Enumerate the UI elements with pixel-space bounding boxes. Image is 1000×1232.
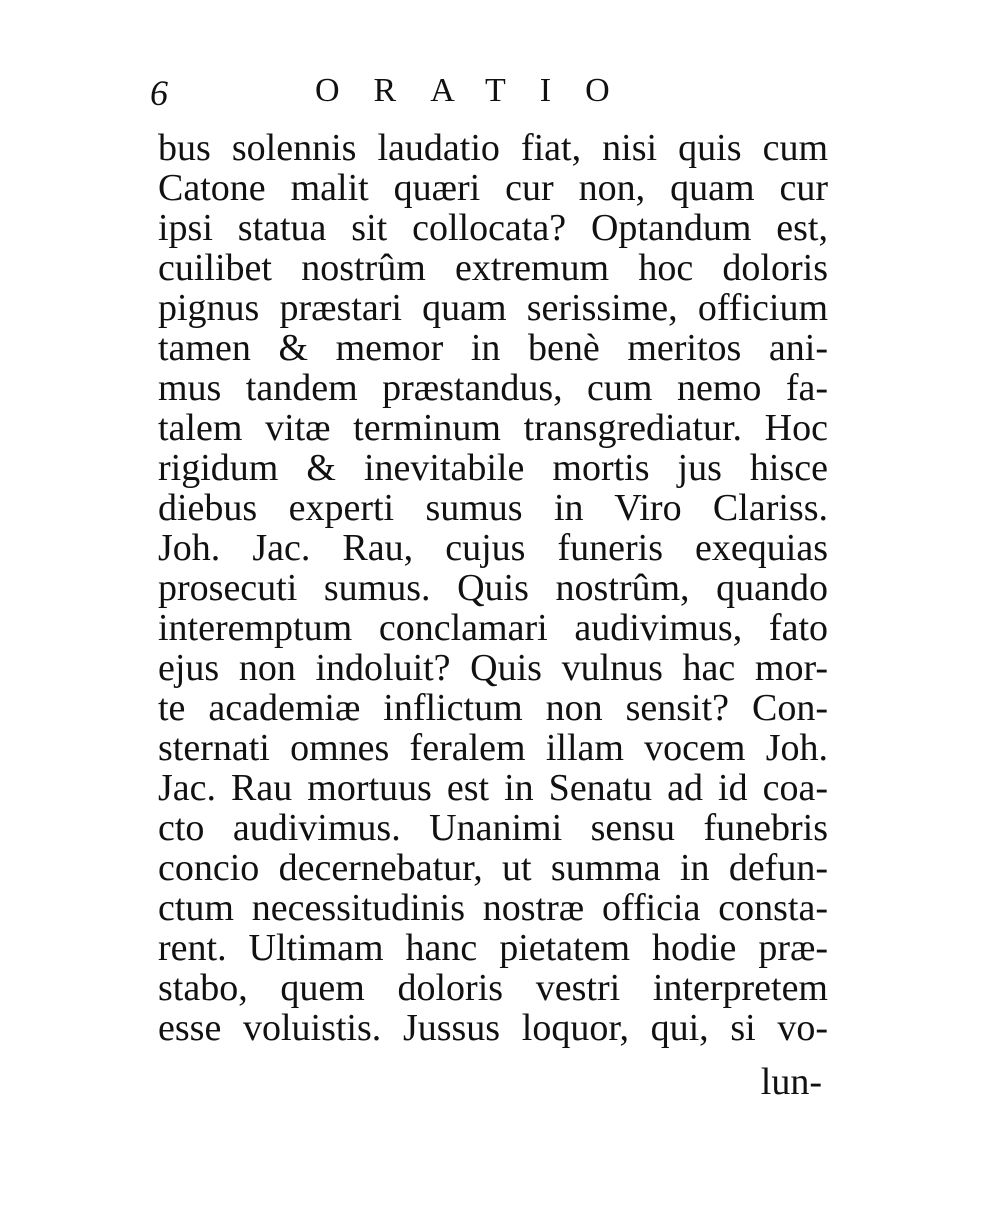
text-line: Jac. Rau mortuus est in Senatu ad id coa-: [158, 768, 828, 808]
text-line: pignus præstari quam serissime, officium: [158, 288, 828, 328]
text-line: prosecuti sumus. Quis nostrûm, quando: [158, 568, 828, 608]
text-line: ipsi statua sit collocata? Optandum est,: [158, 208, 828, 248]
text-line: Joh. Jac. Rau, cujus funeris exequias: [158, 528, 828, 568]
page-number: 6: [150, 73, 168, 113]
text-line: tamen & memor in benè meritos ani-: [158, 328, 828, 368]
text-line: ctum necessitudinis nostræ officia consta-: [158, 888, 828, 928]
text-line: sternati omnes feralem illam vocem Joh.: [158, 728, 828, 768]
text-line: ejus non indoluit? Quis vulnus hac mor-: [158, 648, 828, 688]
body-text: [158, 128, 828, 1048]
catchword: lun-: [760, 1061, 822, 1103]
text-line: Catone malit quæri cur non, quam cur: [158, 168, 828, 208]
text-line: te academiæ inflictum non sensit? Con-: [158, 688, 828, 728]
text-line: mus tandem præstandus, cum nemo fa-: [158, 368, 828, 408]
text-line: talem vitæ terminum transgrediatur. Hoc: [158, 408, 828, 448]
page-header: [150, 72, 830, 122]
text-line: rigidum & inevitabile mortis jus hisce: [158, 448, 828, 488]
text-line: cto audivimus. Unanimi sensu funebris: [158, 808, 828, 848]
text-line: interemptum conclamari audivimus, fato: [158, 608, 828, 648]
text-line: concio decernebatur, ut summa in defun-: [158, 848, 828, 888]
running-title: ORATIO: [315, 72, 644, 109]
text-line: rent. Ultimam hanc pietatem hodie præ-: [158, 928, 828, 968]
text-line: stabo, quem doloris vestri interpretem: [158, 968, 828, 1008]
text-line: esse voluistis. Jussus loquor, qui, si vo-: [158, 1008, 828, 1048]
text-line: cuilibet nostrûm extremum hoc doloris: [158, 248, 828, 288]
text-line: diebus experti sumus in Viro Clariss.: [158, 488, 828, 528]
text-line: bus solennis laudatio fiat, nisi quis cum: [158, 128, 828, 168]
